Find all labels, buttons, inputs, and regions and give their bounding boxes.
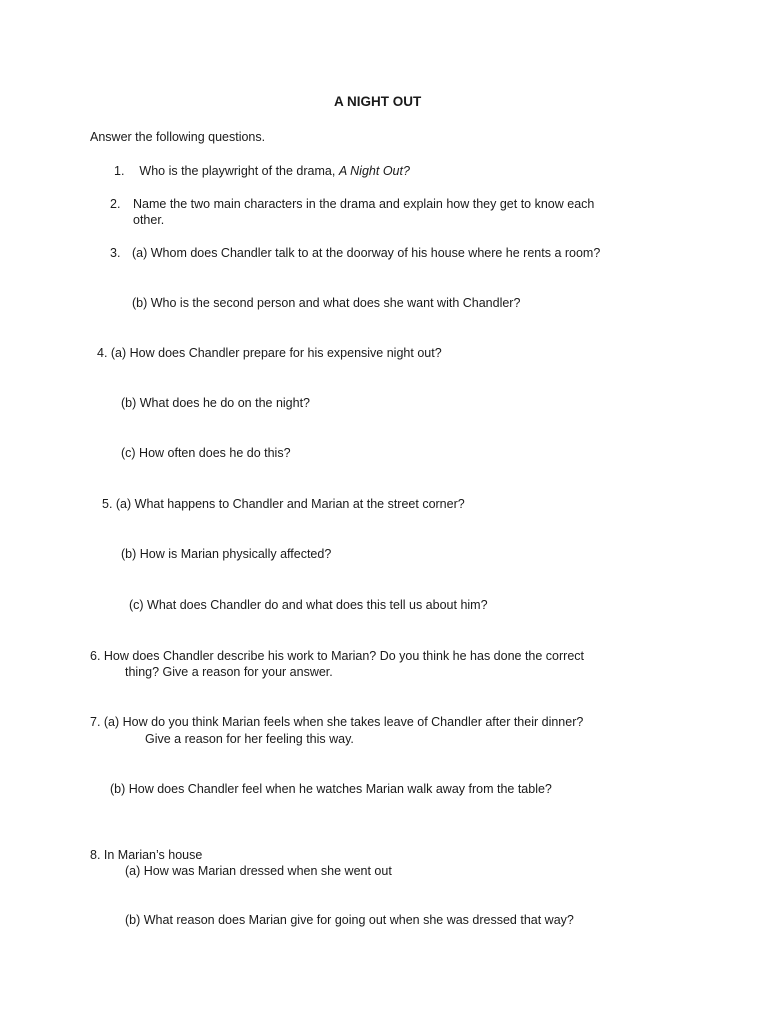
- question-2-line-1: Name the two main characters in the drama and explain how they get to know each: [133, 197, 595, 211]
- question-5b: (b) How is Marian physically affected?: [121, 547, 332, 561]
- question-4a: 4. (a) How does Chandler prepare for his expensive night out?: [97, 346, 442, 360]
- question-1-text: Who is the playwright of the drama,: [139, 164, 339, 178]
- question-8-heading: 8. In Marian’s house: [90, 848, 203, 862]
- question-6-line-1: 6. How does Chandler describe his work to Marian? Do you think he has done the correct: [90, 649, 585, 663]
- question-3-number: 3.: [110, 246, 121, 260]
- question-3b: (b) Who is the second person and what does she want with Chandler?: [132, 296, 521, 310]
- question-7a-line-1: 7. (a) How do you think Marian feels when she takes leave of Chandler after their dinner?: [90, 715, 584, 729]
- question-7a-line-2: Give a reason for her feeling this way.: [145, 732, 354, 746]
- question-5a: 5. (a) What happens to Chandler and Marian at the street corner?: [102, 497, 465, 511]
- question-1-drama-title: A Night Out?: [338, 164, 410, 178]
- question-2-number: 2.: [110, 197, 121, 211]
- question-4b: (b) What does he do on the night?: [121, 396, 311, 410]
- question-8b: (b) What reason does Marian give for going out when she was dressed that way?: [125, 913, 574, 927]
- question-4c: (c) How often does he do this?: [121, 446, 291, 460]
- question-8a: (a) How was Marian dressed when she went out: [125, 864, 392, 878]
- question-7b: (b) How does Chandler feel when he watches Marian walk away from the table?: [110, 782, 552, 796]
- question-1-number: 1.: [114, 164, 125, 178]
- document-title: A NIGHT OUT: [334, 94, 422, 109]
- question-6-line-2: thing? Give a reason for your answer.: [125, 665, 333, 679]
- question-3a: (a) Whom does Chandler talk to at the doorway of his house where he rents a room?: [132, 246, 601, 260]
- question-5c: (c) What does Chandler do and what does this tell us about him?: [129, 598, 488, 612]
- question-2-line-2: other.: [133, 213, 165, 227]
- question-1: [114, 163, 410, 179]
- instructions: Answer the following questions.: [90, 130, 266, 144]
